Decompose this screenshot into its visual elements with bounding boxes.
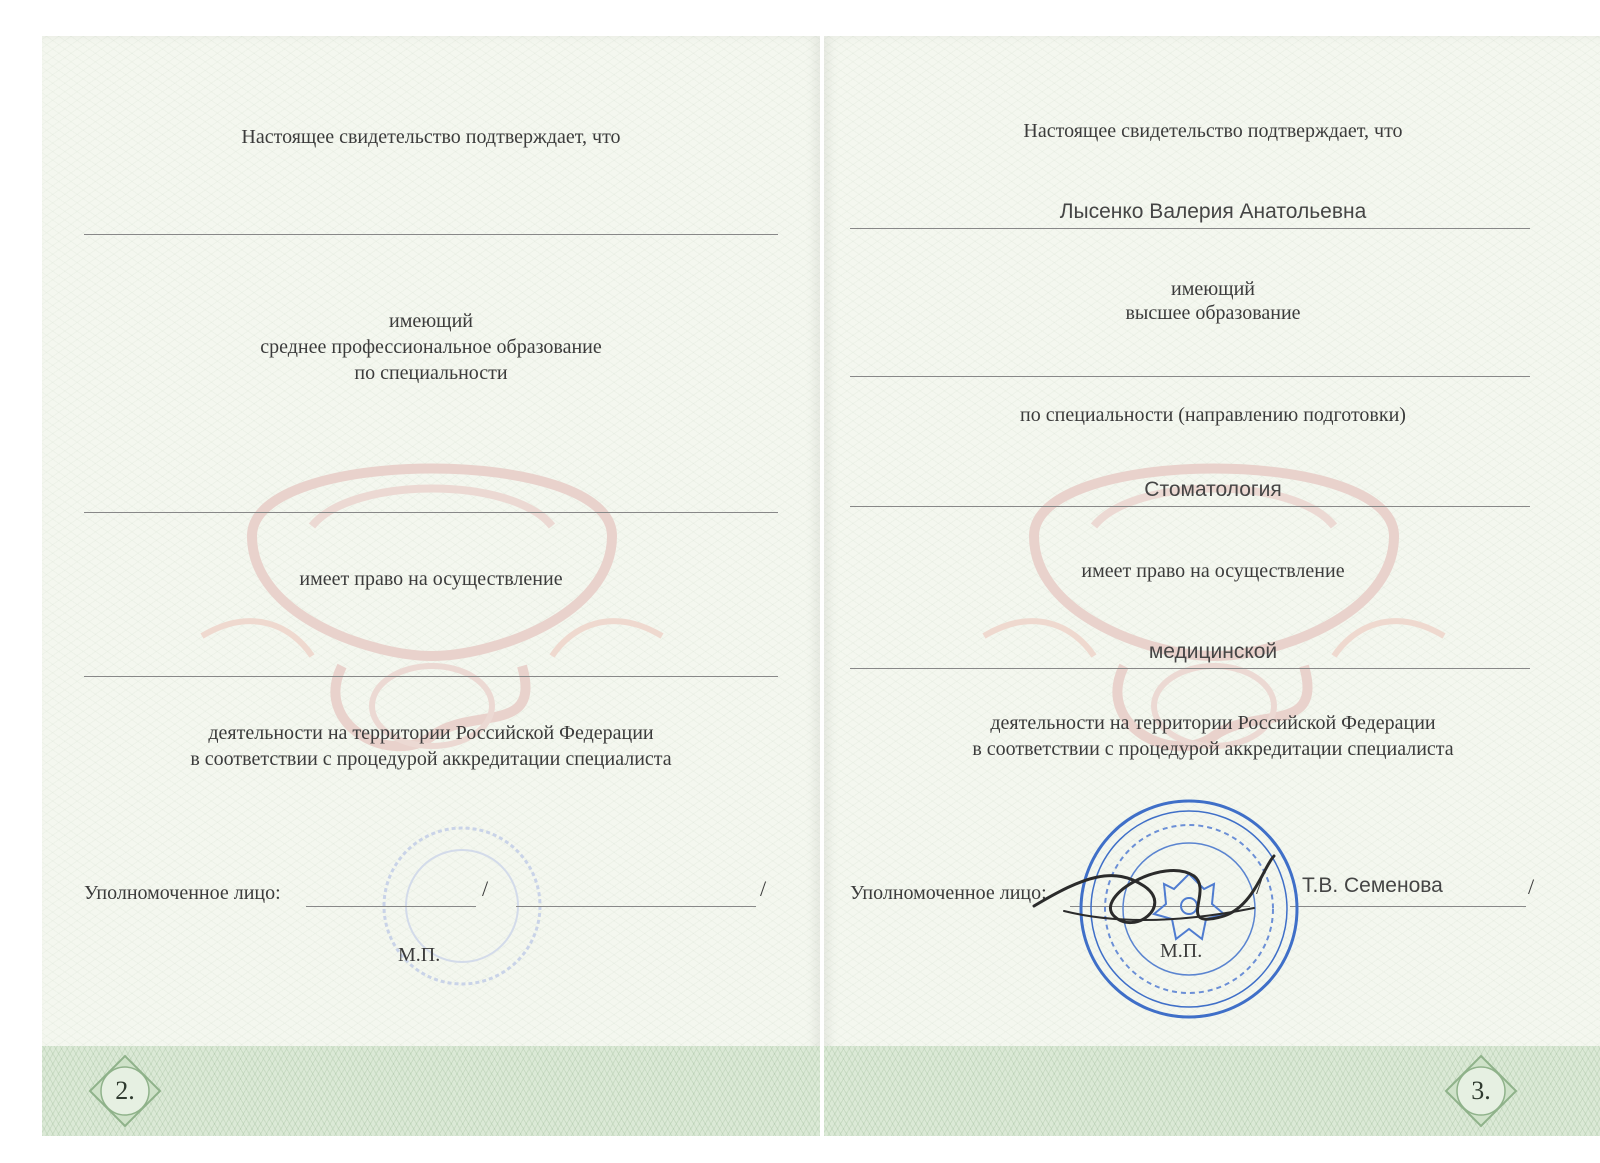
specialty-line xyxy=(84,512,778,513)
specialty-value: Стоматология xyxy=(1144,478,1282,501)
specialty-label: по специальности (направлению подготовки) xyxy=(1020,404,1406,426)
name-line xyxy=(850,228,1530,229)
right-to-text: имеет право на осуществление xyxy=(299,568,563,590)
right-to-text: имеет право на осуществление xyxy=(1081,560,1345,582)
having-text: имеющий xyxy=(389,310,473,332)
slash-separator-end: / xyxy=(1528,874,1535,899)
education-line xyxy=(850,376,1530,377)
right-page xyxy=(824,36,1600,1136)
stamp-place-label: М.П. xyxy=(1160,940,1203,962)
left-page xyxy=(42,36,820,1136)
page-number: 3. xyxy=(1471,1076,1491,1105)
activity-text-1: деятельности на территории Российской Федерации xyxy=(990,712,1436,734)
slash-separator: / xyxy=(1256,874,1263,899)
education-text: высшее образование xyxy=(1125,302,1301,324)
signer-name-line xyxy=(1290,906,1526,907)
signer-name-line xyxy=(516,906,756,907)
activity-text-1: деятельности на территории Российской Федерации xyxy=(208,722,654,744)
specialty-label: по специальности xyxy=(354,362,508,384)
signature-line xyxy=(306,906,476,907)
specialty-line xyxy=(850,506,1530,507)
activity-type-value: медицинской xyxy=(1148,640,1278,663)
handwritten-signature xyxy=(1024,836,1284,956)
slash-separator-end: / xyxy=(760,876,767,901)
activity-line xyxy=(84,676,778,677)
signer-name: Т.В. Семенова xyxy=(1302,874,1443,897)
activity-text-2: в соответствии с процедурой аккредитации специалиста xyxy=(972,738,1454,760)
name-line xyxy=(84,234,778,235)
certifies-text: Настоящее свидетельство подтверждает, что xyxy=(1023,120,1403,142)
page-number: 2. xyxy=(115,1076,135,1105)
certifies-text: Настоящее свидетельство подтверждает, что xyxy=(241,126,621,148)
having-text: имеющий xyxy=(1171,278,1255,300)
holder-name: Лысенко Валерия Анатольевна xyxy=(1059,200,1367,223)
authorized-person-label: Уполномоченное лицо: xyxy=(850,882,1047,904)
slash-separator: / xyxy=(482,876,489,901)
activity-line xyxy=(850,668,1530,669)
authorized-person-label: Уполномоченное лицо: xyxy=(84,882,281,904)
stamp-place-label: М.П. xyxy=(398,944,441,966)
activity-text-2: в соответствии с процедурой аккредитации специалиста xyxy=(190,748,672,770)
education-text: среднее профессиональное образование xyxy=(260,336,602,358)
